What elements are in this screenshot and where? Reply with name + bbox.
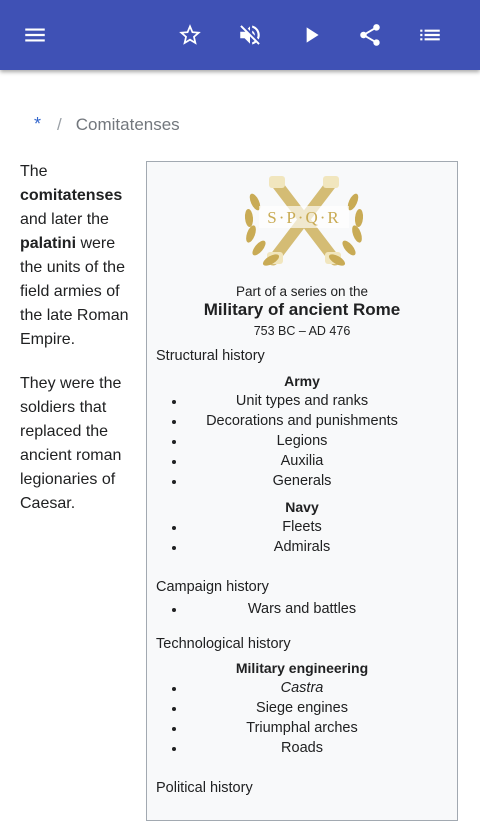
list-item-roads[interactable]: Roads [281, 740, 323, 756]
mute-button[interactable] [226, 11, 274, 59]
section-technological-history: Technological history [156, 636, 291, 652]
lead-paragraph-2: They were the soldiers that replaced the ancient roman legionaries of Caesar. [20, 375, 122, 512]
list-item-legions[interactable]: Legions [276, 433, 328, 449]
lead-bold-term: palatini [20, 235, 77, 252]
section-structural-history: Structural history [156, 348, 265, 364]
favorite-button[interactable] [166, 11, 214, 59]
infobox-title[interactable]: Military of ancient Rome [203, 300, 401, 319]
play-button[interactable] [287, 11, 335, 59]
list-item-fleets[interactable]: Fleets [282, 519, 322, 535]
article-lead [20, 160, 138, 536]
list-icon [417, 22, 443, 48]
emblem-text: S·P·Q·R [267, 208, 341, 227]
group-navy[interactable]: Navy [285, 499, 319, 515]
list-item-unit-types[interactable]: Unit types and ranks [235, 393, 369, 409]
breadcrumb-home-link[interactable]: * [34, 114, 42, 134]
section-campaign-history: Campaign history [156, 579, 269, 595]
share-button[interactable] [346, 11, 394, 59]
lead-text: The [20, 163, 48, 180]
list-item-triumphal-arches[interactable]: Triumphal arches [246, 720, 358, 736]
lead-paragraph-1 [20, 160, 138, 352]
list-item-castra[interactable] [147, 680, 457, 696]
app-toolbar [0, 0, 480, 70]
volume-off-icon [237, 22, 263, 48]
list-item-wars-and-battles[interactable]: Wars and battles [247, 601, 357, 617]
infobox-above: Part of a series on the [235, 284, 369, 299]
menu-icon [22, 22, 48, 48]
castra-text: Castra [280, 680, 324, 696]
group-army[interactable]: Army [284, 373, 320, 389]
group-military-engineering[interactable]: Military engineering [235, 660, 369, 676]
breadcrumb [34, 114, 180, 135]
breadcrumb-separator: / [57, 114, 62, 134]
infobox [146, 161, 458, 821]
list-item-admirals[interactable]: Admirals [273, 539, 331, 555]
spqr-emblem [241, 168, 367, 272]
lead-text: and later the [20, 211, 109, 228]
table-of-contents-button[interactable] [406, 11, 454, 59]
lead-text: were the units of the field armies of the late Roman Empire. [20, 235, 129, 348]
play-icon [298, 22, 324, 48]
menu-button[interactable] [11, 11, 59, 59]
lead-bold-term: comitatenses [20, 187, 123, 204]
list-item-auxilia[interactable]: Auxilia [280, 453, 324, 469]
infobox-dates: 753 BC – AD 476 [253, 324, 351, 338]
section-political-history: Political history [156, 780, 253, 796]
breadcrumb-current: Comitatenses [75, 114, 180, 134]
list-item-siege-engines[interactable]: Siege engines [256, 700, 348, 716]
list-item-decorations[interactable]: Decorations and punishments [206, 413, 398, 429]
list-item-generals[interactable]: Generals [272, 473, 332, 489]
star-outline-icon [177, 22, 203, 48]
share-icon [357, 22, 383, 48]
